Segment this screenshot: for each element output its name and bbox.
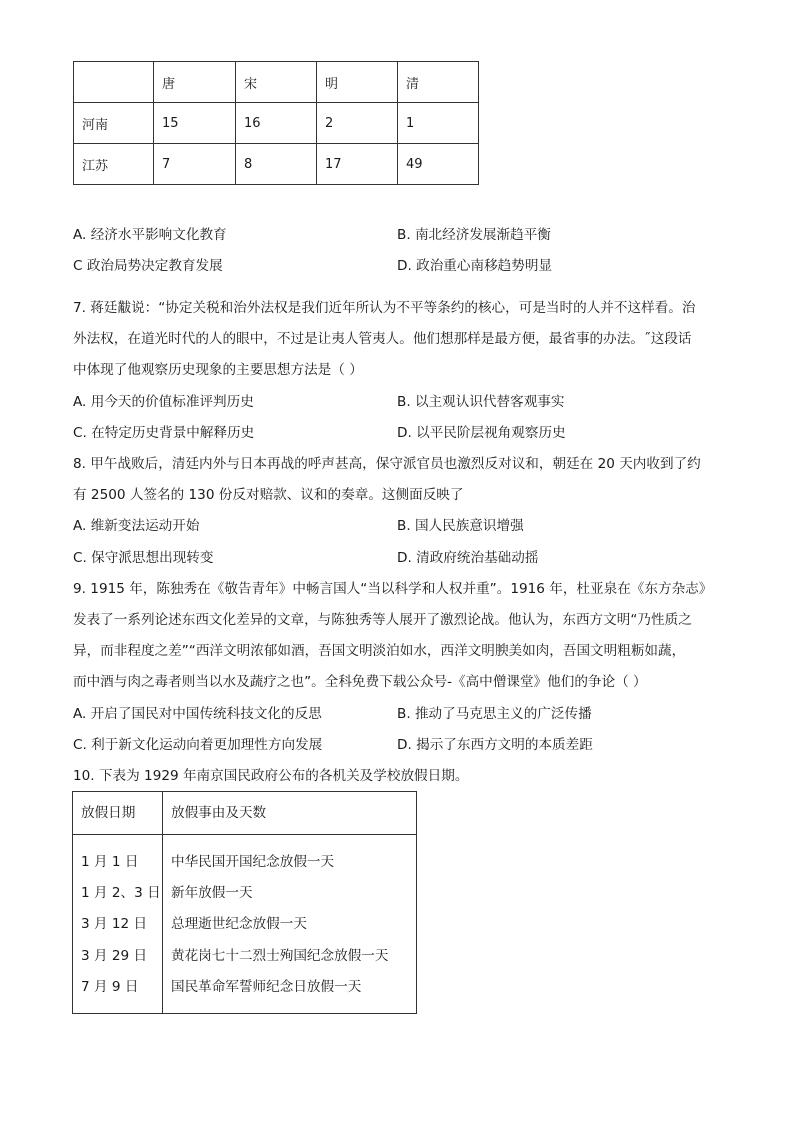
q7-stem-line: 7. 蒋廷黻说：“协定关税和治外法权是我们近年所认为不平等条约的核心，可是当时的人并不这样看。治	[73, 300, 696, 316]
q8-stem-line: 有 2500 人签名的 130 份反对赔款、议和的奏章。这侧面反映了	[73, 487, 464, 503]
holiday-reason: 总理逝世纪念放假一天	[171, 916, 307, 932]
column-divider	[162, 792, 163, 1013]
holiday-date: 7 月 9 日	[81, 979, 139, 995]
table-cell: 2	[317, 103, 398, 144]
table-row	[74, 103, 479, 144]
table-cell: 1	[398, 103, 479, 144]
table-header-row	[74, 62, 479, 103]
q9-stem-line: 9. 1915 年，陈独秀在《敬告青年》中畅言国人“当以科学和人权并重”。1916 年，杜亚泉在《东方杂志》	[73, 581, 713, 597]
table-row	[74, 144, 479, 185]
holiday-reason: 中华民国开国纪念放假一天	[171, 854, 335, 870]
holiday-table-header-date: 放假日期	[81, 805, 136, 821]
q9-stem-line: 而中酒与肉之毒者则当以水及蔬疗之也”。全科免费下载公众号-《高中僧课堂》他们的争论（ ）	[73, 674, 647, 690]
table-cell: 江苏	[74, 144, 154, 185]
q9-stem-line: 异，而非程度之差”“西洋文明浓郁如酒，吾国文明淡泊如水，西洋文明腴美如肉，吾国文明粗粝如蔬，	[73, 643, 686, 659]
holiday-table	[72, 791, 417, 1014]
dynasty-table	[73, 61, 479, 185]
table-cell: 河南	[74, 103, 154, 144]
q9-option-b: B. 推动了马克思主义的广泛传播	[397, 706, 592, 722]
q7-stem-line: 中体现了他观察历史现象的主要思想方法是（ ）	[73, 362, 363, 378]
holiday-reason: 国民革命军誓师纪念日放假一天	[171, 979, 362, 995]
table-cell: 唐	[154, 62, 236, 103]
holiday-date: 3 月 12 日	[81, 916, 148, 932]
table-cell: 16	[236, 103, 317, 144]
q6-option-d: D. 政治重心南移趋势明显	[397, 258, 553, 274]
table-cell	[74, 62, 154, 103]
q8-option-d: D. 清政府统治基础动摇	[397, 550, 539, 566]
q8-stem-line: 8. 甲午战败后，清廷内外与日本再战的呼声甚高，保守派官员也激烈反对议和，朝廷在 20 天内收到了约	[73, 456, 701, 472]
q10-stem-line: 10. 下表为 1929 年南京国民政府公布的各机关及学校放假日期。	[73, 768, 469, 784]
q9-option-c: C. 利于新文化运动向着更加理性方向发展	[73, 737, 323, 753]
holiday-table-header-reason: 放假事由及天数	[171, 805, 267, 821]
q9-option-d: D. 揭示了东西方文明的本质差距	[397, 737, 593, 753]
table-cell: 明	[317, 62, 398, 103]
q7-option-a: A. 用今天的价值标准评判历史	[73, 394, 254, 410]
table-cell: 7	[154, 144, 236, 185]
table-cell: 17	[317, 144, 398, 185]
holiday-date: 3 月 29 日	[81, 948, 148, 964]
q9-stem-line: 发表了一系列论述东西文化差异的文章，与陈独秀等人展开了激烈论战。他认为，东西方文明“乃性质之	[73, 612, 692, 628]
q6-option-c: C 政治局势决定教育发展	[73, 258, 223, 274]
q7-option-b: B. 以主观认识代替客观事实	[397, 394, 565, 410]
holiday-date: 1 月 2、3 日	[81, 885, 161, 901]
table-cell: 8	[236, 144, 317, 185]
table-cell: 宋	[236, 62, 317, 103]
table-cell: 清	[398, 62, 479, 103]
q8-option-b: B. 国人民族意识增强	[397, 518, 524, 534]
q6-option-b: B. 南北经济发展渐趋平衡	[397, 227, 551, 243]
table-cell: 15	[154, 103, 236, 144]
q8-option-c: C. 保守派思想出现转变	[73, 550, 214, 566]
q9-option-a: A. 开启了国民对中国传统科技文化的反思	[73, 706, 322, 722]
q7-option-c: C. 在特定历史背景中解释历史	[73, 425, 255, 441]
holiday-reason: 黄花岗七十二烈士殉国纪念放假一天	[171, 948, 389, 964]
q7-stem-line: 外法权，在道光时代的人的眼中，不过是让夷人管夷人。他们想那样是最方便，最省事的办法。˝这段话	[73, 331, 692, 347]
q8-option-a: A. 维新变法运动开始	[73, 518, 200, 534]
q7-option-d: D. 以平民阶层视角观察历史	[397, 425, 566, 441]
holiday-reason: 新年放假一天	[171, 885, 253, 901]
table-cell: 49	[398, 144, 479, 185]
holiday-date: 1 月 1 日	[81, 854, 139, 870]
q6-option-a: A. 经济水平影响文化教育	[73, 227, 227, 243]
